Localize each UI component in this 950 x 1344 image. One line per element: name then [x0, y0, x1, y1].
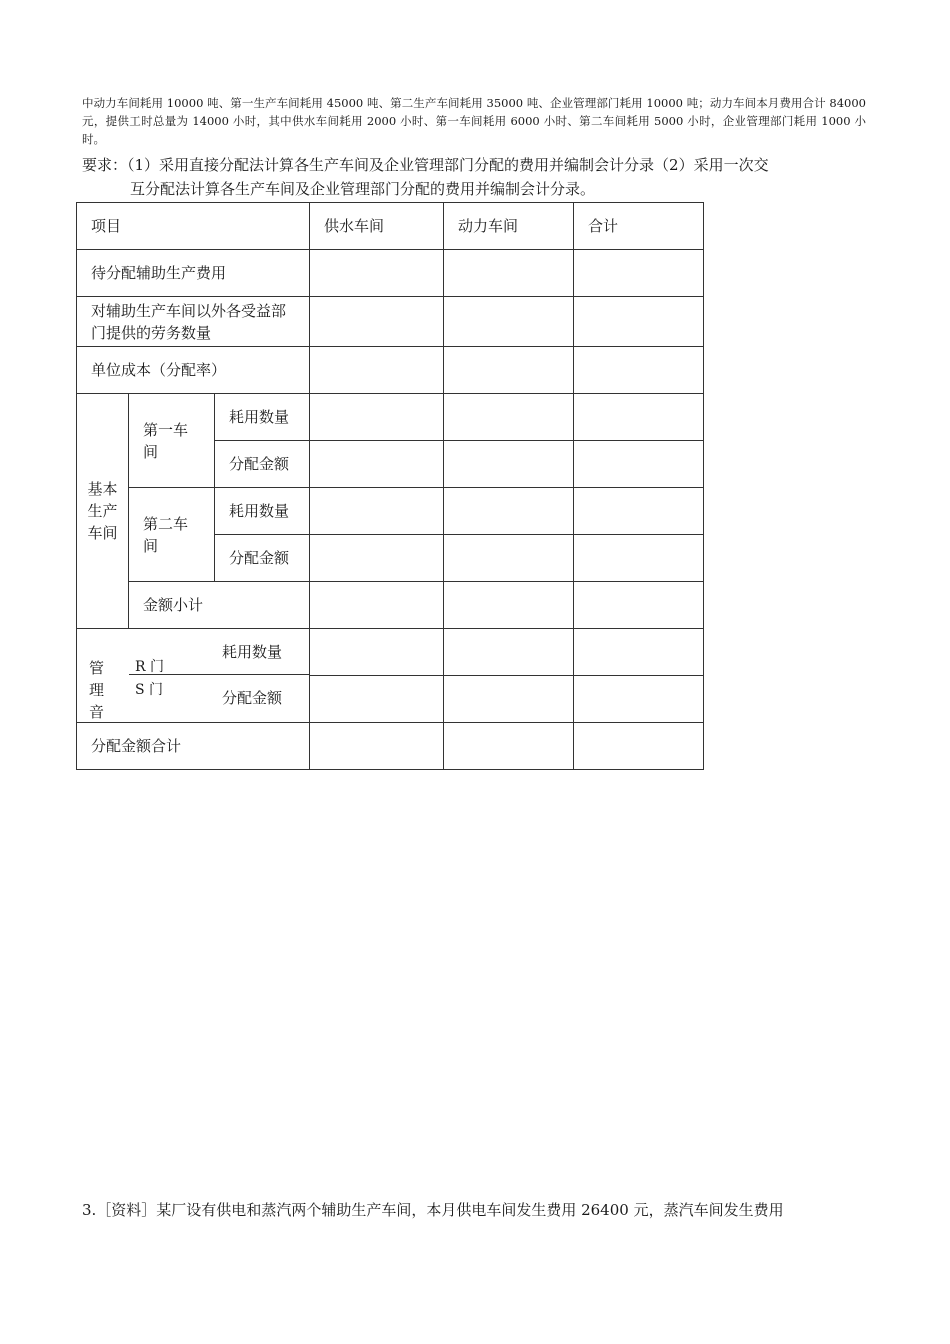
table-row [77, 250, 704, 297]
row-label-basic-shop: 基本生产车间 [77, 394, 129, 629]
row-label-qty-used: 耗用数量 [222, 643, 283, 661]
row-label-alloc-amount: 分配金额 [222, 689, 283, 707]
header-power-shop: 动力车间 [444, 203, 574, 250]
row-label-service-qty: 对辅助生产车间以外各受益部门提供的劳务数量 [77, 297, 310, 347]
table-cell [574, 582, 704, 629]
table-cell [444, 723, 574, 770]
header-total: 合计 [574, 203, 704, 250]
requirement-paragraph [82, 153, 866, 201]
table-row [77, 394, 704, 441]
allocation-table [76, 202, 704, 770]
table-row [77, 723, 704, 770]
table-cell [444, 394, 574, 441]
row-label-shop2: 第二车间 [129, 488, 215, 582]
table-cell [574, 394, 704, 441]
mgmt-sub-label-1: R 门 [135, 659, 164, 675]
table-cell [444, 488, 574, 535]
table-cell [310, 347, 444, 394]
row-label-unit-cost: 单位成本（分配率） [77, 347, 310, 394]
table-cell [574, 347, 704, 394]
row-label-alloc-amount: 分配金额 [215, 535, 310, 582]
table-cell [310, 394, 444, 441]
row-label-subtotal: 金额小计 [129, 582, 310, 629]
table-row [77, 297, 704, 347]
table-row [77, 347, 704, 394]
table-cell [444, 676, 574, 723]
mgmt-label: 管理音 [89, 659, 105, 721]
row-label-mgmt [77, 629, 310, 723]
table-cell [310, 582, 444, 629]
mgmt-sub-label-2: S 门 [135, 682, 164, 698]
requirement-line-2: 互分配法计算各生产车间及企业管理部门分配的费用并编制会计分录。 [130, 180, 596, 198]
table-cell [444, 441, 574, 488]
table-header-row [77, 203, 704, 250]
table-cell [574, 297, 704, 347]
table-cell [310, 250, 444, 297]
table-row [77, 582, 704, 629]
table-cell [444, 535, 574, 582]
mgmt-divider [129, 674, 309, 675]
table-cell [310, 297, 444, 347]
header-water-shop: 供水车间 [310, 203, 444, 250]
table-cell [310, 676, 444, 723]
table-cell [310, 535, 444, 582]
header-item: 项目 [77, 203, 310, 250]
row-label-grand-total: 分配金额合计 [77, 723, 310, 770]
table-cell [574, 723, 704, 770]
table-cell [444, 297, 574, 347]
table-cell [444, 629, 574, 676]
table-cell [574, 535, 704, 582]
table-cell [444, 250, 574, 297]
table-cell [574, 629, 704, 676]
table-cell [310, 629, 444, 676]
bottom-paragraph: 3.［资料］某厂设有供电和蒸汽两个辅助生产车间，本月供电车间发生费用 26400 元，蒸汽车间发生费用 [82, 1201, 784, 1219]
table-cell [574, 488, 704, 535]
row-label-qty-used: 耗用数量 [215, 394, 310, 441]
row-label-pending-cost: 待分配辅助生产费用 [77, 250, 310, 297]
table-cell [574, 250, 704, 297]
row-label-alloc-amount: 分配金额 [215, 441, 310, 488]
requirement-line-1: 要求：（1）采用直接分配法计算各生产车间及企业管理部门分配的费用并编制会计分录（2）采用一次交 [82, 156, 769, 174]
row-label-shop1: 第一车间 [129, 394, 215, 488]
table-cell [310, 488, 444, 535]
table-cell [310, 723, 444, 770]
table-cell [574, 441, 704, 488]
table-cell [444, 347, 574, 394]
table-row [77, 488, 704, 535]
table-cell [310, 441, 444, 488]
table-cell [574, 676, 704, 723]
intro-paragraph: 中动力车间耗用 10000 吨、第一生产车间耗用 45000 吨、第二生产车间耗用 35000 吨、企业管理部门耗用 10000 吨；动力车间本月费用合计 84000 元，提供工时总量为 14000 小时，其中供水车间耗用 2000 小时、第一车间耗用 6000 小时、第二车间耗用 5000 小时，企业管理部门耗用 1000 小时。 [82, 96, 866, 146]
row-label-qty-used: 耗用数量 [215, 488, 310, 535]
table-cell [444, 582, 574, 629]
table-row [77, 629, 704, 676]
